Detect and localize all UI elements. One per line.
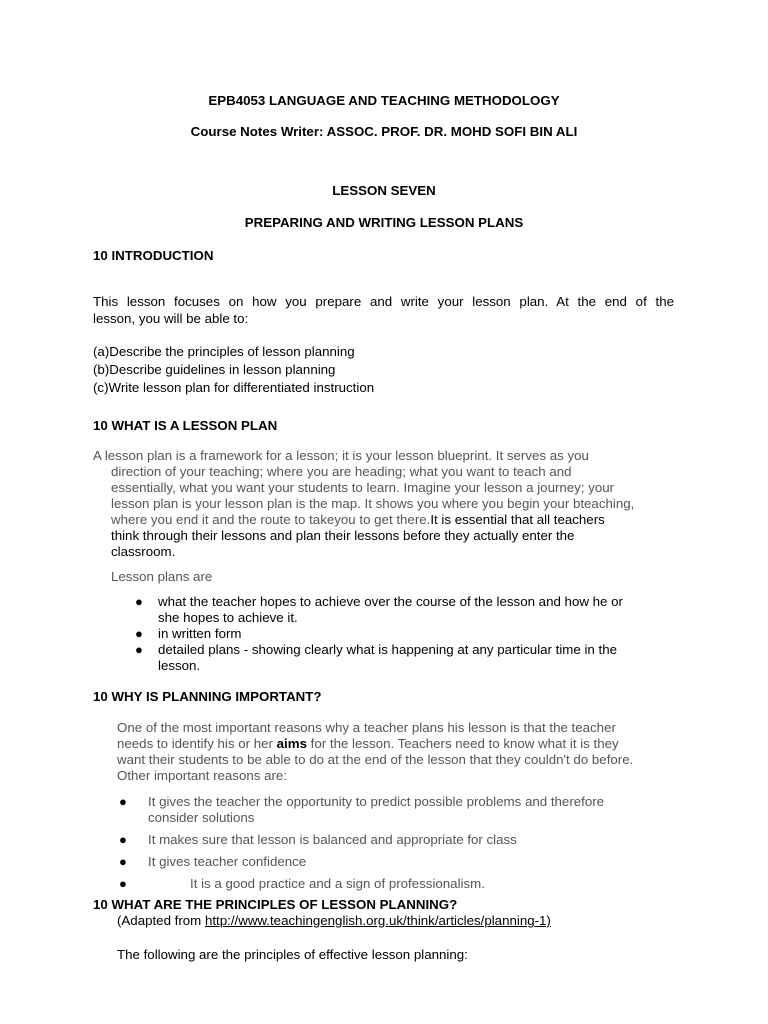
course-writer: Course Notes Writer: ASSOC. PROF. DR. MOHD SOFI BIN ALI [190,124,578,139]
why-bullet-text: It gives the teacher the opportunity to predict possible problems and therefore [148,794,605,809]
principles-heading: 10 WHAT ARE THE PRINCIPLES OF LESSON PLANNING? [93,897,458,912]
why-bullet-text: It gives teacher confidence [148,854,307,869]
why-line: Other important reasons are: [117,768,287,783]
what-is-emphasis: think through their lessons and plan their lessons before they actually enter the [111,528,575,543]
intro-heading: 10 INTRODUCTION [93,248,214,263]
course-title: EPB4053 LANGUAGE AND TEACHING METHODOLOGY [208,93,560,108]
why-text: needs to identify his or her [117,736,277,751]
objective-marker: (c) [93,380,109,395]
objective-item [93,380,374,396]
adapted-note [117,913,551,929]
why-aims: aims [276,736,307,751]
bullet-icon: ● [135,594,143,609]
why-line [117,736,619,752]
objective-text: Describe guidelines in lesson planning [109,362,336,377]
what-is-line: essentially, what you want your students to learn. Imagine your lesson a journey; your [111,480,615,495]
bullet-text: in written form [158,626,242,641]
bullet-icon: ● [119,832,127,847]
what-is-line [111,512,605,528]
adapted-prefix: (Adapted from [117,913,205,928]
what-is-text: where you end it and the route to takeyou to get there. [111,512,431,527]
objective-text: Describe the principles of lesson planning [109,344,355,359]
what-is-emphasis: It is essential that all teachers [430,512,605,527]
what-is-emphasis: classroom. [111,544,176,559]
why-bullet-text: consider solutions [148,810,255,825]
bullet-icon: ● [119,876,127,891]
bullet-text: detailed plans - showing clearly what is happening at any particular time in the [158,642,618,657]
objective-text: Write lesson plan for differentiated instruction [108,380,375,395]
what-is-heading: 10 WHAT IS A LESSON PLAN [93,418,278,433]
why-line: want their students to be able to do at the end of the lesson that they couldn't do before. [117,752,634,767]
why-line: One of the most important reasons why a teacher plans his lesson is that the teacher [117,720,616,735]
source-link[interactable]: http://www.teachingenglish.org.uk/think/articles/planning-1) [204,913,551,928]
bullet-icon: ● [119,854,127,869]
why-heading: 10 WHY IS PLANNING IMPORTANT? [93,689,322,704]
bullet-text: what the teacher hopes to achieve over the course of the lesson and how he or [158,594,623,609]
why-bullet-text: It is a good practice and a sign of professionalism. [190,876,485,891]
bullet-icon: ● [135,626,143,641]
lesson-title: PREPARING AND WRITING LESSON PLANS [244,215,524,230]
objective-item [93,344,355,360]
bullet-text: lesson. [158,658,201,673]
what-is-line: direction of your teaching; where you are heading; what you want to teach and [111,464,572,479]
objective-marker: (a) [93,344,110,359]
objective-marker: (b) [93,362,110,377]
principles-intro: The following are the principles of effective lesson planning: [117,947,468,962]
what-is-line: A lesson plan is a framework for a lesson; it is your lesson blueprint. It serves as you [93,448,589,463]
bullet-text: she hopes to achieve it. [158,610,298,625]
why-text: for the lesson. Teachers need to know what it is they [306,736,619,751]
intro-para-line: lesson, you will be able to: [93,311,249,326]
why-bullet-text: It makes sure that lesson is balanced and appropriate for class [148,832,517,847]
lesson-plans-are: Lesson plans are [111,569,213,584]
bullet-icon: ● [119,794,127,809]
lesson-number: LESSON SEVEN [332,183,436,198]
what-is-line: lesson plan is your lesson plan is the map. It shows you where you begin your bteaching, [111,496,635,511]
objective-item [93,362,335,378]
bullet-icon: ● [135,642,143,657]
intro-para-line: This lesson focuses on how you prepare and write your lesson plan. At the end of the [93,294,674,309]
